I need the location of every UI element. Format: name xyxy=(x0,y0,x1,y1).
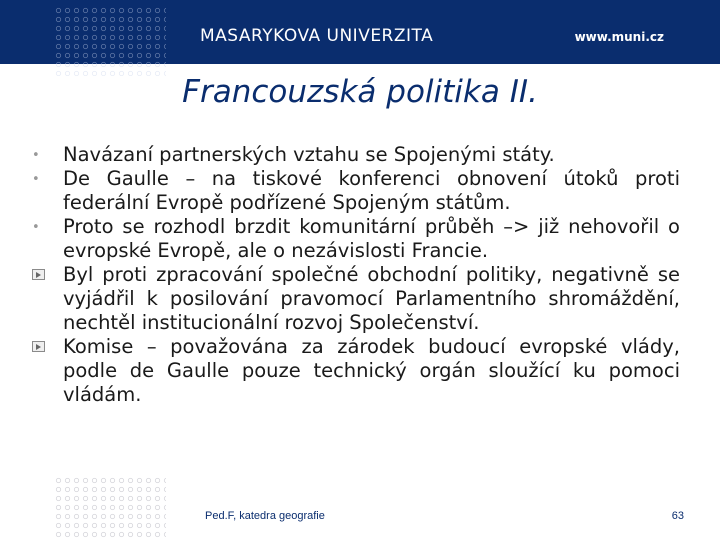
university-logo: MASARYKOVA UNIVERZITA xyxy=(200,26,434,46)
bullet-arrow-icon xyxy=(32,269,45,280)
bullet-dot-icon: • xyxy=(32,172,40,187)
page-number: 63 xyxy=(671,510,684,522)
list-item-text: De Gaulle – na tiskové konferenci obnovení útoků proti federální Evropě podřízené Spojeným státům. xyxy=(63,167,680,214)
dot-grid-logo xyxy=(54,6,166,76)
bullet-arrow-icon xyxy=(32,341,45,352)
list-item xyxy=(30,215,680,263)
website-link[interactable]: www.muni.cz xyxy=(574,30,664,44)
list-item-text: Komise – považována za zárodek budoucí evropské vlády, podle de Gaulle pouze technický orgán sloužící ku pomoci vládám. xyxy=(63,335,680,406)
list-item xyxy=(30,143,680,167)
list-item-text: Navázaní partnerských vztahu se Spojenými státy. xyxy=(63,143,555,166)
dot-grid-decoration xyxy=(54,476,166,538)
bullet-dot-icon: • xyxy=(32,148,40,163)
bullet-dot-icon: • xyxy=(32,220,40,235)
slide-title: Francouzská politika II. xyxy=(182,74,538,110)
list-item xyxy=(30,335,680,407)
list-item xyxy=(30,167,680,215)
list-item-text: Proto se rozhodl brzdit komunitární průběh –> již nehovořil o evropské Evropě, ale o nezávislosti Francie. xyxy=(63,215,680,262)
header-bar xyxy=(0,0,720,64)
list-item-text: Byl proti zpracování společné obchodní politiky, negativně se vyjádřil k posilování pravomocí Parlamentního shromáždění, nechtěl institucionální rozvoj Společenství. xyxy=(63,263,680,334)
bullet-list xyxy=(30,143,680,407)
footer-source: Ped.F, katedra geografie xyxy=(205,510,325,522)
list-item xyxy=(30,263,680,335)
